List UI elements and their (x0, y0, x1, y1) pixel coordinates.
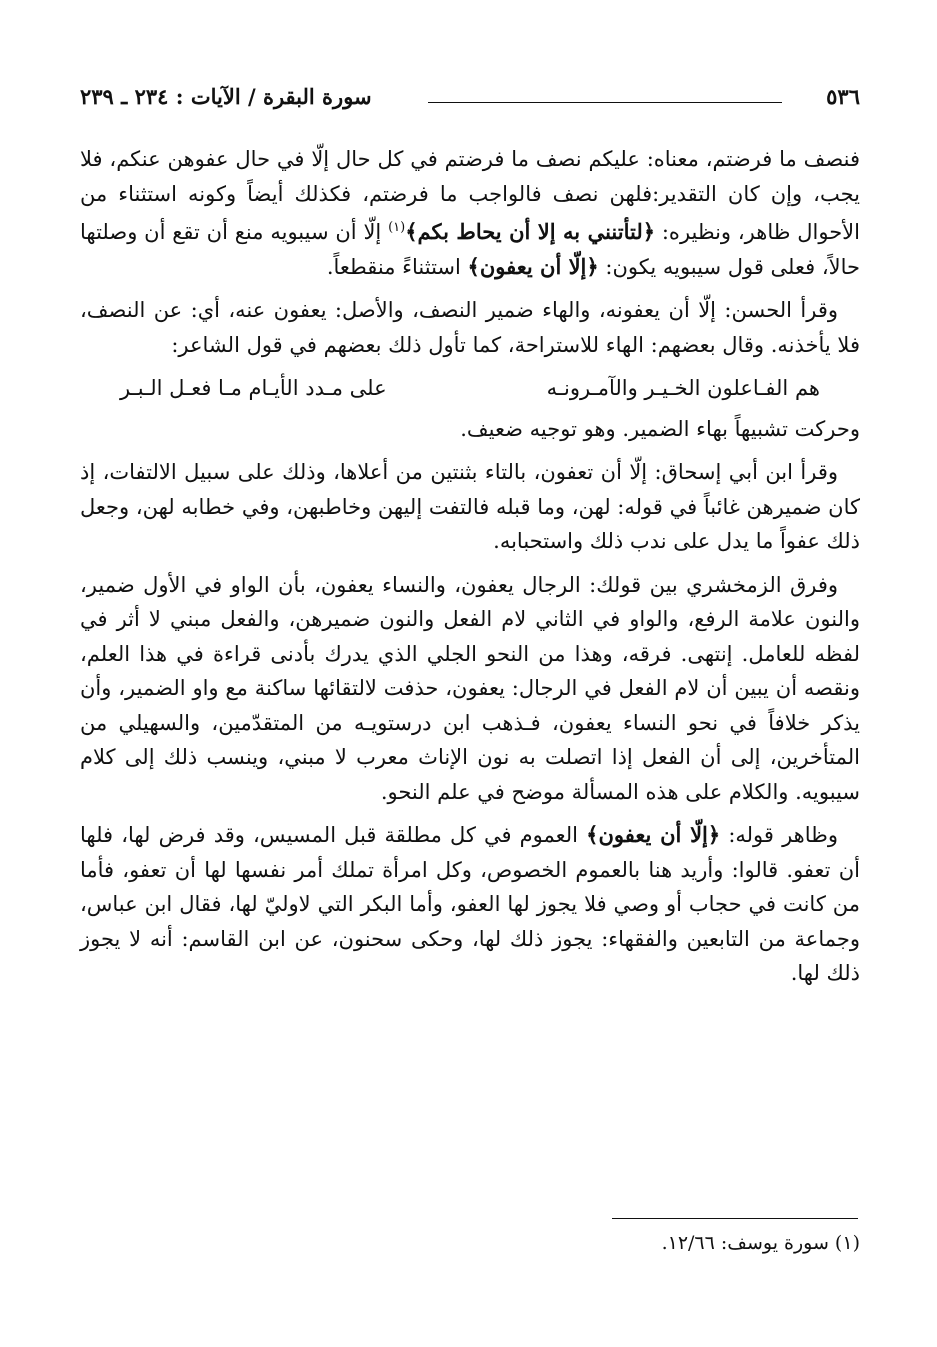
header-title: سورة البقرة / الآيات : ٢٣٤ ـ ٢٣٩ (80, 84, 372, 109)
verse-second-hemistich: على مـدد الأيـام مـا فعـل الـبـر (120, 376, 387, 400)
footnote: (١) سورة يوسف: ١٢/٦٦. (661, 1232, 860, 1254)
quran-quote: ﴿لتأتنني به إلا أن يحاط بكم﴾ (405, 219, 656, 244)
paragraph-1-text-c: استثناءً منقطعاً. (326, 254, 468, 279)
quran-quote: ﴿إلّا أن يعفون﴾ (586, 822, 721, 847)
paragraph-3: وحركت تشبيهاً بهاء الضمير. وهو توجيه ضعيف. (460, 416, 860, 441)
paragraph-6-text-b: العموم في كل مطلقة قبل المسيس، وقد فرض لها، فلها أن تعفو. قالوا: وأريد هنا بالعموم الخصوص، وكل امرأة تملك أمر نفسها لها أن تعفو، فأما من كانت في حجاب أو وصي فلا يجوز لها العفو، وأما البكر التي لاوليّ لها، فقال ابن عباس، وجماعة من التابعين والفقهاء: يجوز ذلك لها، وحكى سحنون، عن ابن القاسم: أنه لا يجوز ذلك لها. (80, 823, 860, 985)
paragraph-6-text-a: وظاهر قوله: (720, 823, 838, 847)
poetry-verse (80, 371, 860, 406)
verse-first-hemistich: هم الفـاعلون الخـيـر والآمـرونـه (546, 376, 820, 400)
page-number: ٥٣٦ (826, 84, 860, 109)
paragraph-1-text-a: فنصف ما فرضتم، معناه: عليكم نصف ما فرضتم في كل حال إلّا في حال عفوهن عنكم، فلا يجب، وإن كان التقدير:فلهن نصف فالواجب ما فرضتم، فكذلك أيضاً وكونه استثناء من الأحوال ظاهر، ونظيره: (80, 147, 860, 244)
paragraph-4: وقرأ ابن أبي إسحاق: إلّا أن تعفون، بالتاء بثنتين من أعلاها، وذلك على سبيل الالتفات، إذ كان ضميرهن غائباً في قوله: لهن، وما قبله فالتفت إليهن وخاطبهن، وفي خطابه لهن، وجعل ذلك عفواً ما يدل على ندب ذلك واستحبابه. (80, 460, 861, 553)
header-rule (428, 102, 782, 103)
footnote-rule (612, 1218, 858, 1219)
paragraph-1 (80, 142, 860, 284)
running-header (80, 82, 860, 116)
paragraph-1-text-b: إلّا أن سيبويه منع أن تقع أن وصلتها حالاً، فعلى قول سيبويه يكون: (80, 220, 860, 279)
body-text (80, 142, 860, 1000)
paragraph-5: وفرق الزمخشري بين قولك: الرجال يعفون، والنساء يعفون، بأن الواو في الأول ضمير، والنون علامة الرفع، والواو في الثاني لام الفعل والنون ضميرهن، والفعل مبني لا أثر في لفظه للعامل. إنتهى. فرقه، وهذا من النحو الجلي الذي يدرك بأدنى قراءة في هذا العلم، ونقصه أن يبين أن لام الفعل في الرجال: يعفون، حذفت لالتقائها ساكنة مع واو الضمير، وأن يذكر خلافاً في نحو النساء يعفون، فـذهب ابن درستويـه من المتقدّمين، والسهيلي من المتأخرين، إلى أن الفعل إذا اتصلت به نون الإناث معرب لا مبني، وينسب ذلك إلى كلام سيبويه. والكلام على هذه المسألة موضح في علم النحو. (80, 572, 860, 804)
footnote-marker: (١) (388, 220, 406, 235)
paragraph-2: وقرأ الحسن: إلّا أن يعفونه، والهاء ضمير النصف، والأصل: يعفون عنه، أي: عن النصف، فلا يأخذنه. وقال بعضهم: الهاء للاستراحة، كما تأول ذلك بعضهم في قول الشاعر: (80, 298, 860, 357)
paragraph-6 (80, 818, 860, 991)
quran-quote: ﴿إلّا أن يعفون﴾ (467, 253, 599, 279)
